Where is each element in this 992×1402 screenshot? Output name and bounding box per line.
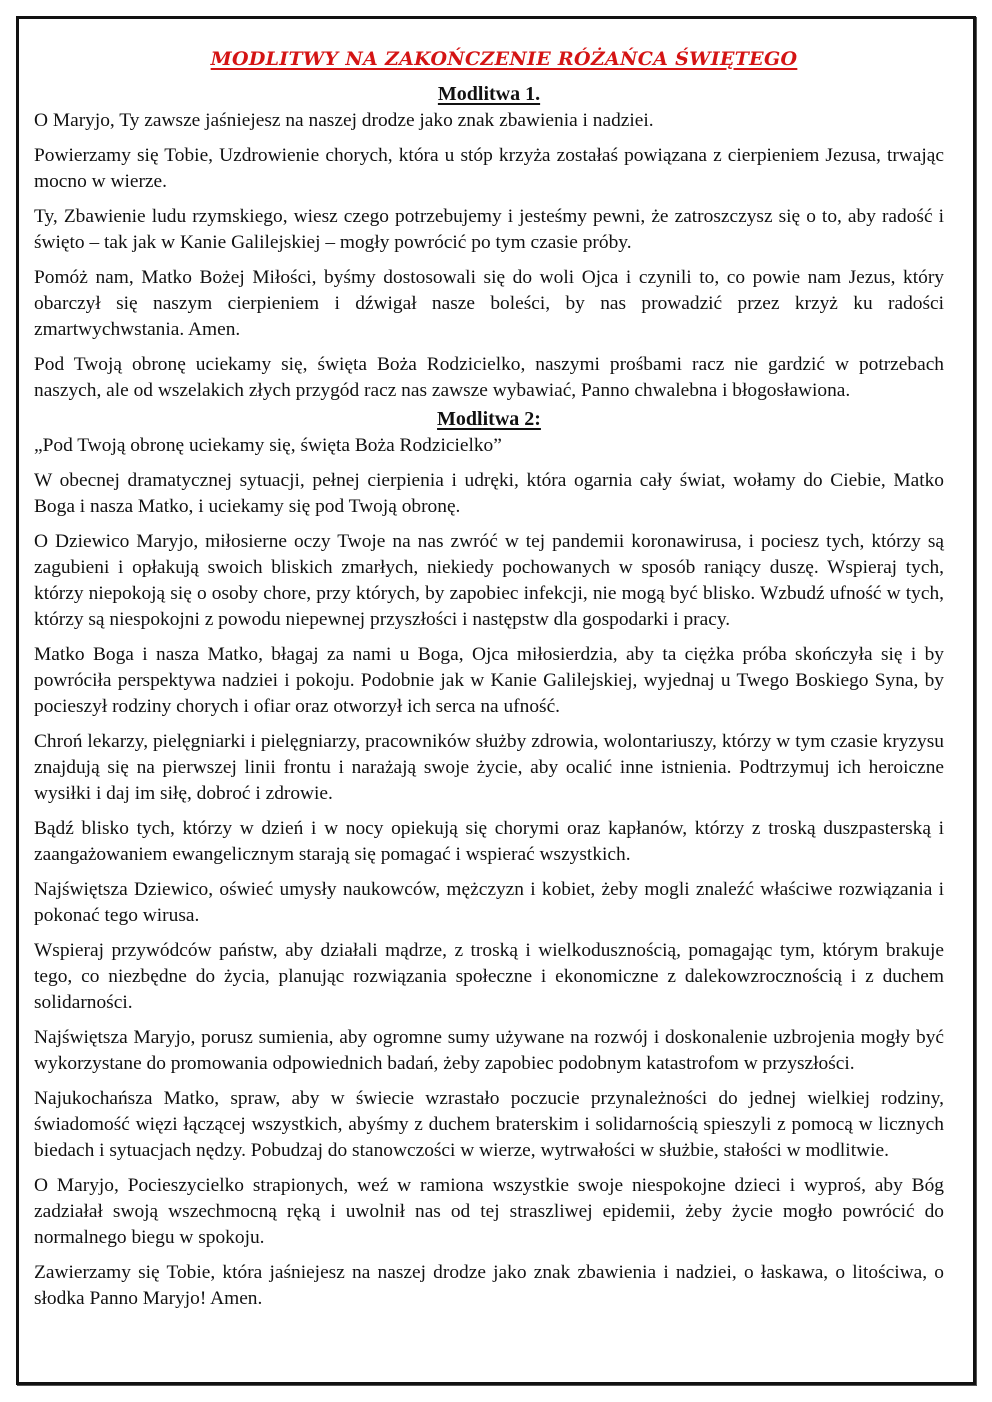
paragraph: Matko Boga i nasza Matko, błagaj za nami u Boga, Ojca miłosierdzia, aby ta ciężka próba skończyła się i by powróciła perspektywa nadziei i pokoju. Podobnie jak w Kanie Galilejskiej, wyjednaj u Twego Boskiego Syna, by pocieszył rodziny chorych i ofiar oraz otworzył ich serca na ufność. bbox=[34, 644, 944, 717]
paragraph: Najświętsza Maryjo, porusz sumienia, aby ogromne sumy używane na rozwój i doskonalenie uzbrojenia mogły być wykorzystane do promowania odpowiednich badań, żeby zapobiec podobnym katastrofom w przyszłości. bbox=[34, 1027, 944, 1074]
paragraph: Chroń lekarzy, pielęgniarki i pielęgniarzy, pracowników służby zdrowia, wolontariuszy, którzy w tym czasie kryzysu znajdują się na pierwszej linii frontu i narażają swoje życie, aby ocalić inne istnienia. Podtrzymuj ich heroiczne wysiłki i daj im siłę, dobroć i zdrowie. bbox=[34, 731, 944, 804]
prayer-section-2 bbox=[34, 407, 944, 1312]
prayer-section-1 bbox=[34, 82, 944, 404]
paragraph-quote: „Pod Twoją obronę uciekamy się, święta Boża Rodzicielko” bbox=[34, 435, 502, 456]
paragraph: Wspieraj przywódców państw, aby działali mądrze, z troską i wielkodusznością, pomagając tym, którym brakuje tego, co niezbędne do życia, planując rozwiązania społeczne i ekonomiczne z dalekowzrocznością i z duchem solidarności. bbox=[34, 940, 944, 1013]
document-body bbox=[34, 44, 944, 1312]
paragraph: Powierzamy się Tobie, Uzdrowienie chorych, która u stóp krzyża zostałaś powiązana z cierpieniem Jezusa, trwając mocno w wierze. bbox=[34, 145, 944, 192]
paragraph: Zawierzamy się Tobie, która jaśniejesz na naszej drodze jako znak zbawienia i nadziei, o łaskawa, o litościwa, o słodka Panno Maryjo! Amen. bbox=[34, 1262, 944, 1309]
document-title: MODLITWY NA ZAKOŃCZENIE RÓŻAŃCA ŚWIĘTEGO bbox=[210, 48, 798, 70]
paragraph: O Dziewico Maryjo, miłosierne oczy Twoje na nas zwróć w tej pandemii koronawirusa, i pociesz tych, którzy są zagubieni i opłakują swoich bliskich zmarłych, niekiedy pochowanych w sposób raniący duszę. Wspieraj tych, którzy niepokoją się o osoby chore, przy których, by zapobiec infekcji, nie mogą być blisko. Wzbudź ufność w tych, którzy są niespokojni z powodu niepewnej przyszłości i następstw dla gospodarki i pracy. bbox=[34, 531, 944, 630]
paragraph: Najświętsza Dziewico, oświeć umysły naukowców, mężczyzn i kobiet, żeby mogli znaleźć właściwe rozwiązania i pokonać tego wirusa. bbox=[34, 879, 944, 926]
paragraph: O Maryjo, Pocieszycielko strapionych, weź w ramiona wszystkie swoje niespokojne dzieci i wyproś, aby Bóg zadziałał swoją wszechmocną ręką i uwolnił nas od tej straszliwej epidemii, żeby życie mogło powrócić do normalnego biegu w spokoju. bbox=[34, 1175, 944, 1248]
paragraph: O Maryjo, Ty zawsze jaśniejesz na naszej drodze jako znak zbawienia i nadziei. bbox=[34, 110, 654, 131]
paragraph: Najukochańsza Matko, spraw, aby w świecie wzrastało poczucie przynależności do jednej wielkiej rodziny, świadomość więzi łączącej wszystkich, abyśmy z duchem braterskim i solidarnością spieszyli z pomocą w licznych biedach i sytuacjach nędzy. Pobudzaj do stanowczości w wierze, wytrwałości w służbie, stałości w modlitwie. bbox=[34, 1088, 944, 1161]
paragraph: Pomóż nam, Matko Bożej Miłości, byśmy dostosowali się do woli Ojca i czynili to, co powie nam Jezus, który obarczył się naszym cierpieniem i dźwigał nasze boleści, by nas prowadzić przez krzyż ku radości zmartwychwstania. Amen. bbox=[34, 267, 944, 340]
paragraph: Bądź blisko tych, którzy w dzień i w nocy opiekują się chorymi oraz kapłanów, którzy z troską duszpasterską i zaangażowaniem ewangelicznym starają się pomagać i wspierać wszystkich. bbox=[34, 818, 944, 865]
paragraph: Pod Twoją obronę uciekamy się, święta Boża Rodzicielko, naszymi prośbami racz nie gardzić w potrzebach naszych, ale od wszelakich złych przygód racz nas zawsze wybawiać, Panno chwalebna i błogosławiona. bbox=[34, 354, 944, 401]
paragraph: Ty, Zbawienie ludu rzymskiego, wiesz czego potrzebujemy i jesteśmy pewni, że zatroszczysz się o to, aby radość i święto – tak jak w Kanie Galilejskiej – mogły powrócić po tym czasie próby. bbox=[34, 206, 944, 253]
paragraph: W obecnej dramatycznej sytuacji, pełnej cierpienia i udręki, która ogarnia cały świat, wołamy do Ciebie, Matko Boga i nasza Matko, i uciekamy się pod Twoją obronę. bbox=[34, 470, 944, 517]
section-heading-1: Modlitwa 1. bbox=[437, 83, 541, 105]
section-heading-2: Modlitwa 2: bbox=[437, 408, 541, 430]
